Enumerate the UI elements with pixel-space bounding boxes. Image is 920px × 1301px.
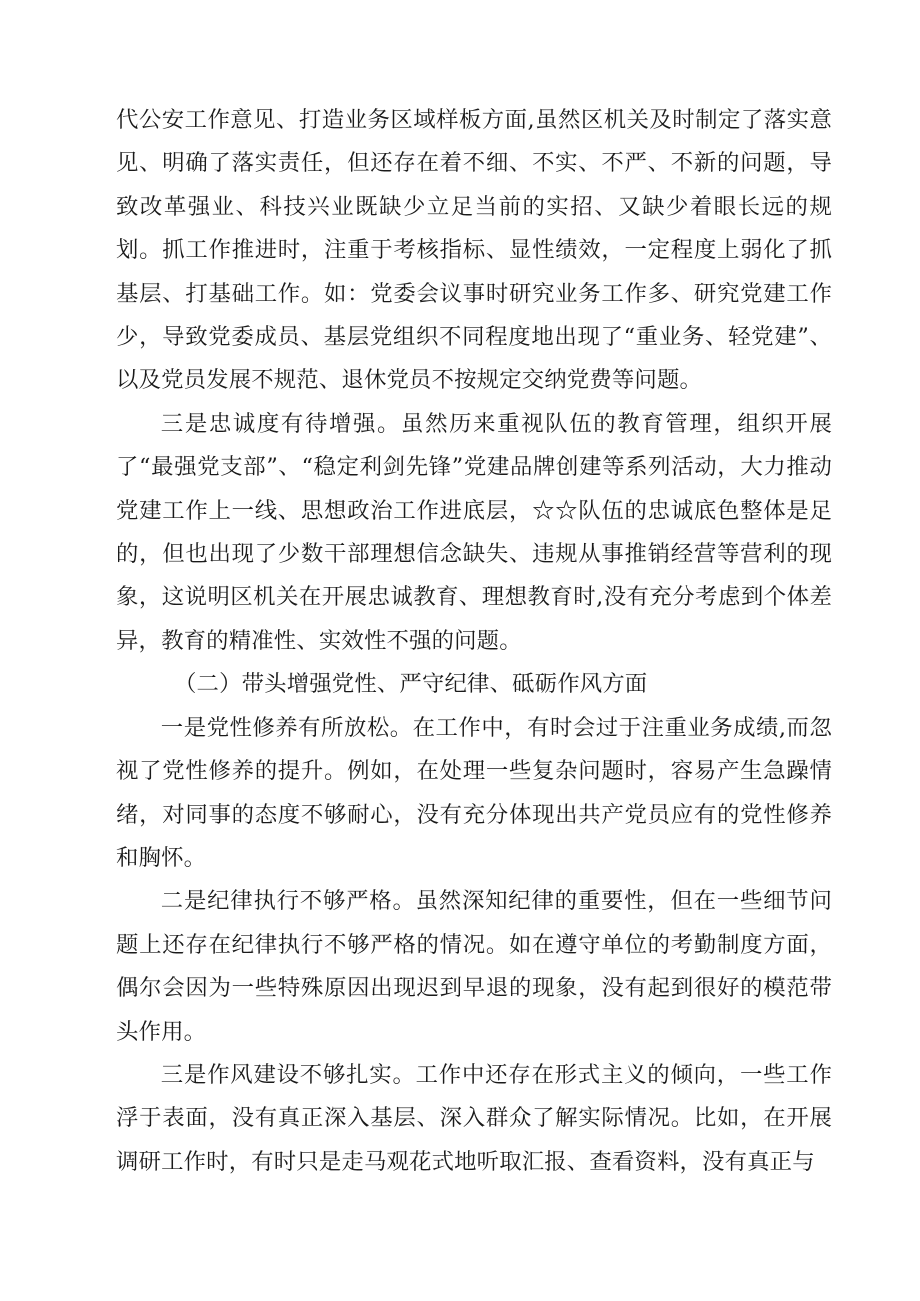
paragraph-loyalty: 三是忠诚度有待增强。虽然历来重视队伍的教育管理，组织开展了“最强党支部”、“稳定利剑先锋”党建品牌创建等系列活动，大力推动党建工作上一线、思想政治工作进底层，☆☆队伍的忠诚底色整体是足的，但也出现了少数干部理想信念缺失、违规从事推销经营等营利的现象，这说明区机关在开展忠诚教育、理想教育时,没有充分考虑到个体差异，教育的精准性、实效性不强的问题。 [116,410,832,654]
paragraph-party-spirit: 一是党性修养有所放松。在工作中，有时会过于注重业务成绩,而忽视了党性修养的提升。例如，在处理一些复杂问题时，容易产生急躁情绪，对同事的态度不够耐心，没有充分体现出共产党员应有的党性修养和胸怀。 [116,714,832,871]
document-body [116,99,832,1184]
paragraph-discipline: 二是纪律执行不够严格。虽然深知纪律的重要性，但在一些细节问题上还存在纪律执行不够严格的情况。如在遵守单位的考勤制度方面，偶尔会因为一些特殊原因出现迟到早退的现象，没有起到很好的模范带头作用。 [116,888,832,1045]
section-heading: （二）带头增强党性、严守纪律、砥砺作风方面 [174,671,648,698]
paragraph-work-style: 三是作风建设不够扎实。工作中还存在形式主义的倾向，一些工作浮于表面，没有真正深入基层、深入群众了解实际情况。比如，在开展调研工作时，有时只是走马观花式地听取汇报、查看资料，没有真正与 [116,1061,832,1175]
paragraph-continuation: 代公安工作意见、打造业务区域样板方面,虽然区机关及时制定了落实意见、明确了落实责任，但还存在着不细、不实、不严、不新的问题，导致改革强业、科技兴业既缺少立足当前的实招、又缺少着眼长远的规划。抓工作推进时，注重于考核指标、显性绩效，一定程度上弱化了抓基层、打基础工作。如：党委会议事时研究业务工作多、研究党建工作少，导致党委成员、基层党组织不同程度地出现了“重业务、轻党建”、以及党员发展不规范、退休党员不按规定交纳党费等问题。 [116,107,832,394]
